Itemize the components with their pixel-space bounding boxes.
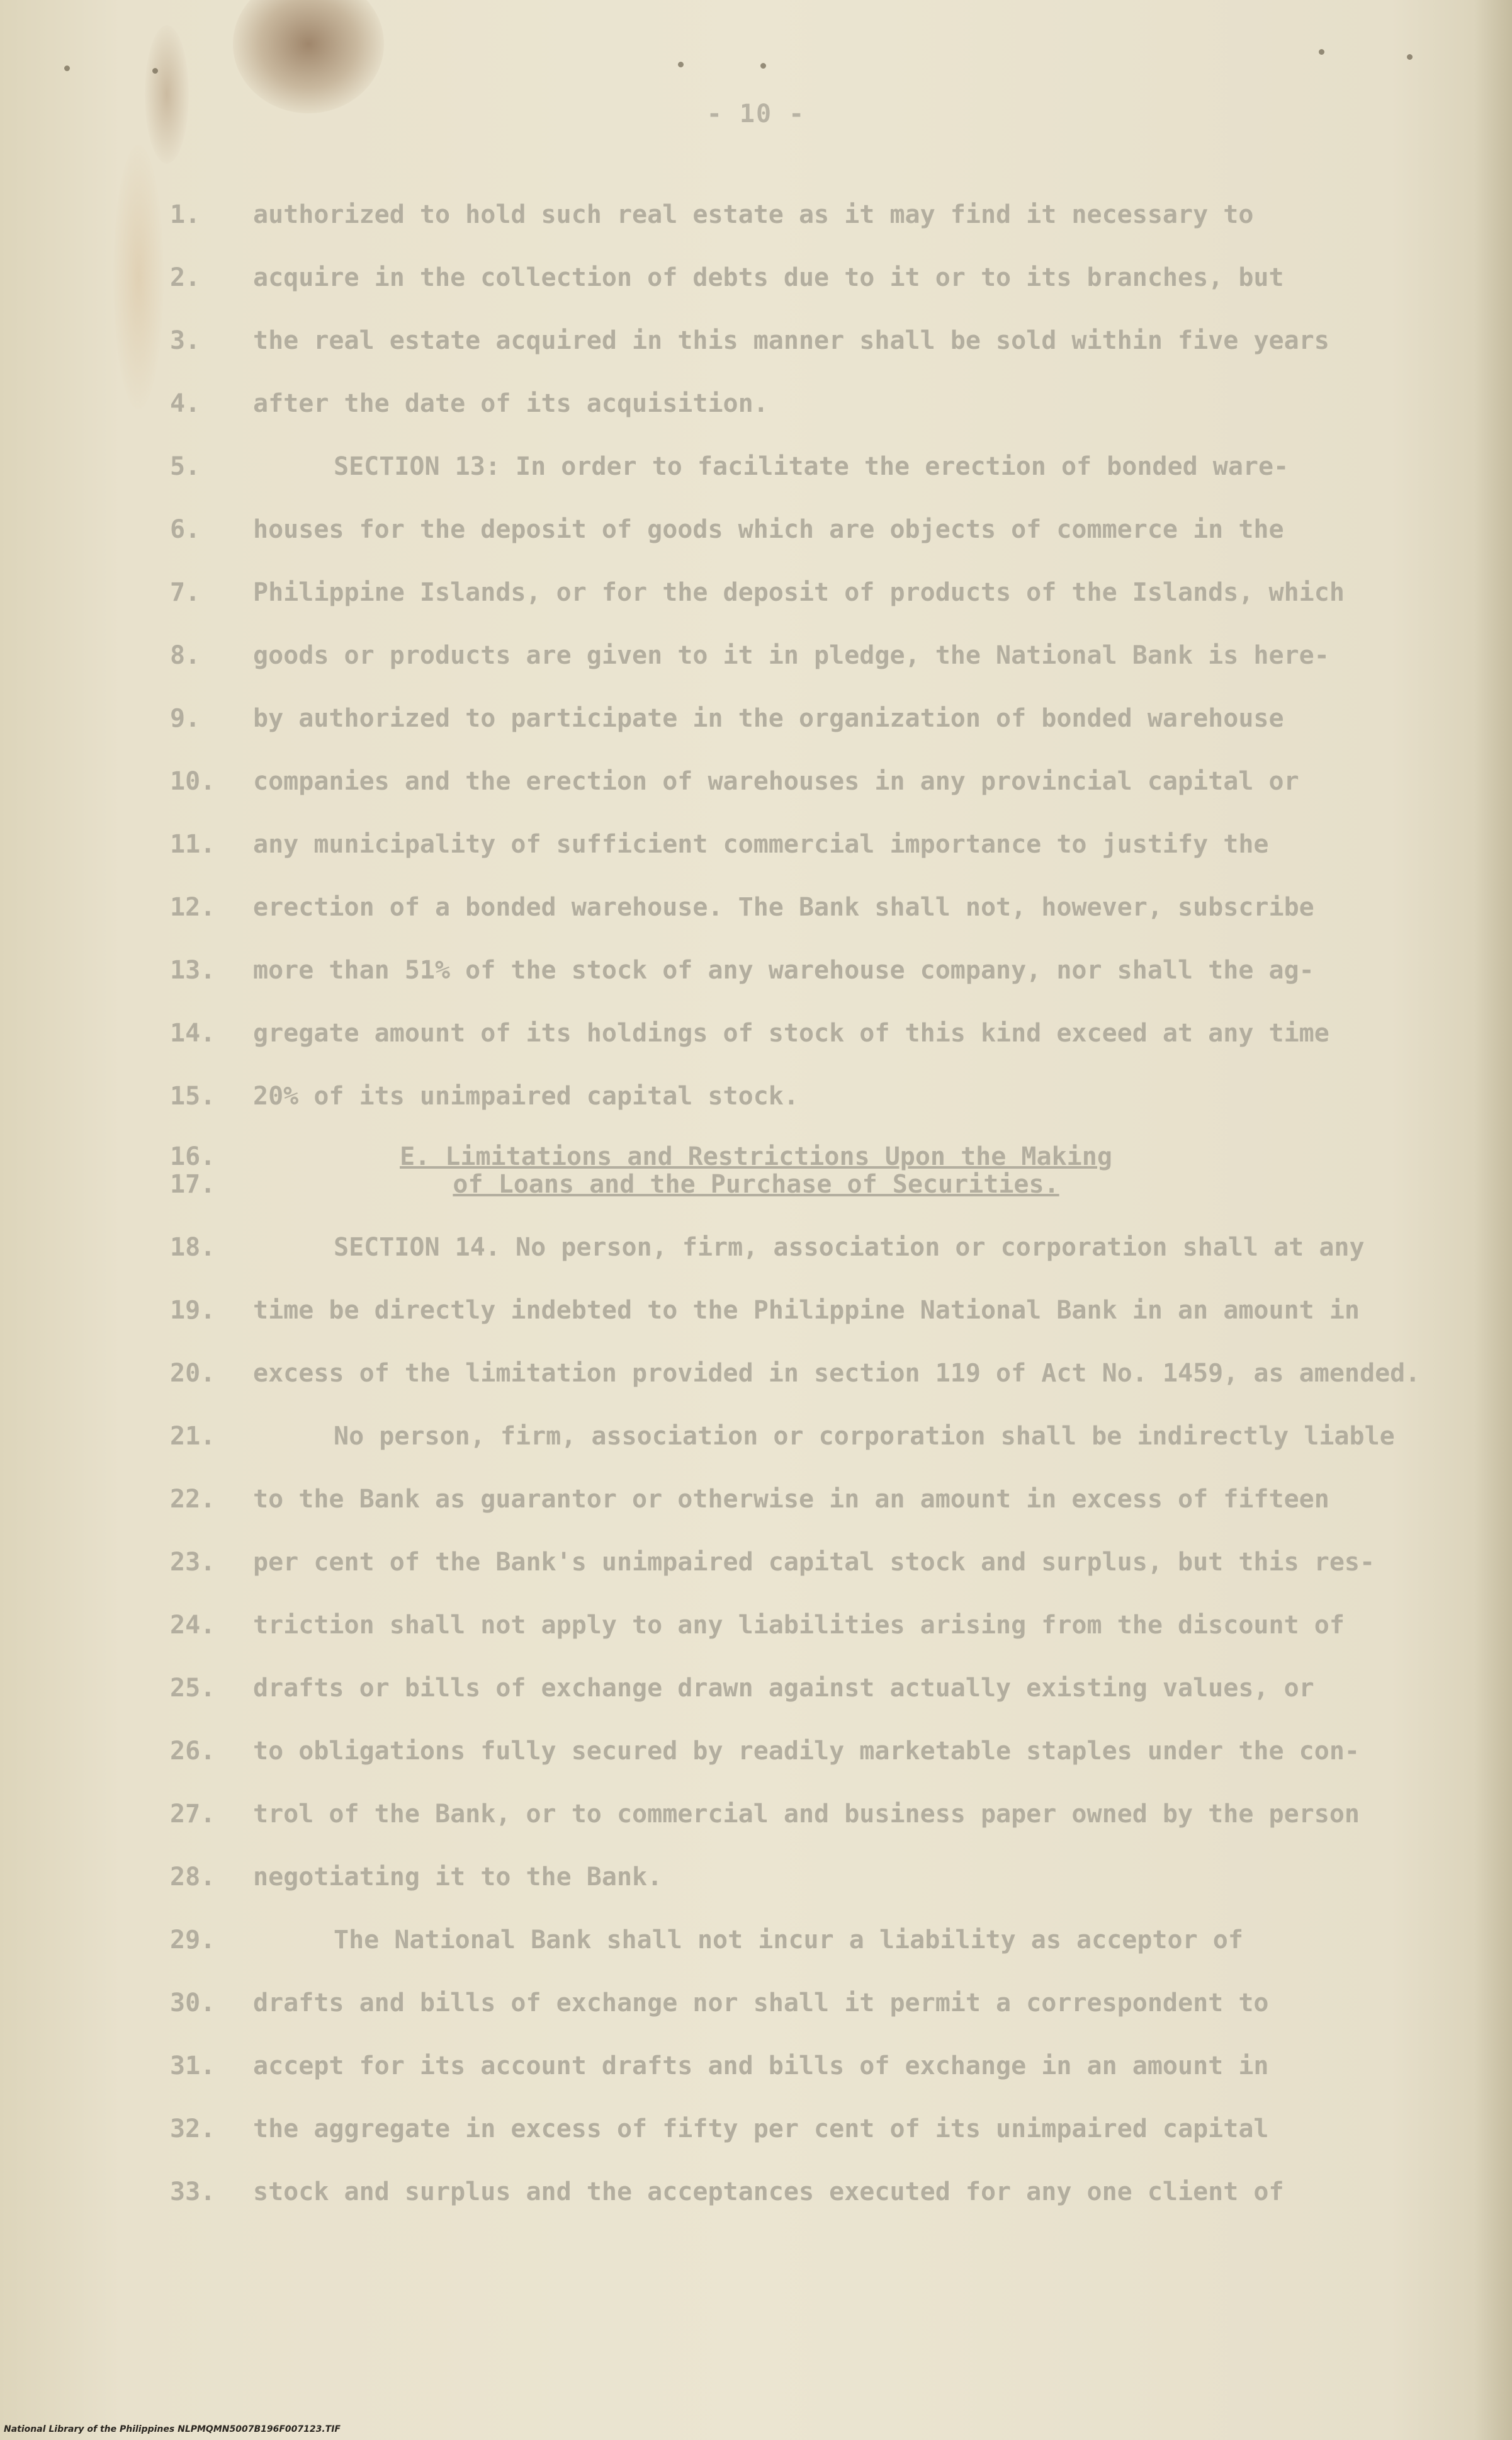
line-text: excess of the limitation provided in section 119 of Act No. 1459, as amended.	[253, 1359, 1421, 1388]
line-text: 20% of its unimpaired capital stock.	[253, 1082, 799, 1111]
line-number: 6.	[170, 515, 201, 544]
speck	[760, 63, 766, 69]
line-number: 30.	[170, 1989, 216, 2017]
line-number: 12.	[170, 893, 216, 922]
line-number: 33.	[170, 2177, 216, 2206]
line-number: 15.	[170, 1082, 216, 1111]
line-number: 28.	[170, 1863, 216, 1892]
line-number: 16.	[170, 1142, 216, 1171]
line-text: stock and surplus and the acceptances executed for any one client of	[253, 2177, 1284, 2206]
page-edge-shadow	[1474, 0, 1512, 2440]
line-text: trol of the Bank, or to commercial and business paper owned by the person	[253, 1800, 1360, 1829]
water-stain	[145, 25, 189, 164]
line-number: 24.	[170, 1611, 216, 1640]
archive-footer: National Library of the Philippines NLPMQMN5007B196F007123.TIF	[4, 2424, 341, 2434]
line-number: 8.	[170, 641, 201, 670]
line-text: Philippine Islands, or for the deposit of products of the Islands, which	[253, 578, 1345, 607]
line-text: No person, firm, association or corporation shall be indirectly liable	[334, 1422, 1395, 1451]
line-text: gregate amount of its holdings of stock of this kind exceed at any time	[253, 1019, 1329, 1048]
line-number: 2.	[170, 263, 201, 292]
line-number: 3.	[170, 326, 201, 355]
line-number: 23.	[170, 1548, 216, 1577]
line-number: 25.	[170, 1674, 216, 1703]
line-number: 18.	[170, 1233, 216, 1262]
line-number: 11.	[170, 830, 216, 859]
speck	[678, 62, 684, 67]
line-number: 29.	[170, 1926, 216, 1955]
speck	[64, 65, 70, 71]
line-number: 26.	[170, 1737, 216, 1766]
line-number: 1.	[170, 200, 201, 229]
line-number: 5.	[170, 452, 201, 481]
speck	[152, 68, 158, 74]
line-number: 10.	[170, 767, 216, 796]
line-number: 32.	[170, 2114, 216, 2143]
line-number: 20.	[170, 1359, 216, 1388]
line-text: authorized to hold such real estate as it may find it necessary to	[253, 200, 1254, 229]
line-text: erection of a bonded warehouse. The Bank shall not, however, subscribe	[253, 893, 1314, 922]
line-text: by authorized to participate in the organization of bonded warehouse	[253, 704, 1284, 733]
water-stain	[113, 145, 164, 409]
line-text: accept for its account drafts and bills of exchange in an amount in	[253, 2051, 1269, 2080]
line-number: 13.	[170, 956, 216, 985]
line-number: 9.	[170, 704, 201, 733]
line-text: the real estate acquired in this manner shall be sold within five years	[253, 326, 1329, 355]
line-number: 31.	[170, 2051, 216, 2080]
line-text: per cent of the Bank's unimpaired capital stock and surplus, but this res-	[253, 1548, 1375, 1577]
line-text: more than 51% of the stock of any warehouse company, nor shall the ag-	[253, 956, 1314, 985]
line-text: drafts or bills of exchange drawn against actually existing values, or	[253, 1674, 1314, 1703]
line-number: 22.	[170, 1485, 216, 1514]
line-text: SECTION 13: In order to facilitate the erection of bonded ware-	[334, 452, 1289, 481]
line-text: to obligations fully secured by readily marketable staples under the con-	[253, 1737, 1360, 1766]
line-text: SECTION 14. No person, firm, association or corporation shall at any	[334, 1233, 1365, 1262]
line-number: 17.	[170, 1170, 216, 1199]
line-text: negotiating it to the Bank.	[253, 1863, 663, 1892]
line-number: 27.	[170, 1800, 216, 1829]
section-heading-line-1: E. Limitations and Restrictions Upon the Making	[400, 1142, 1112, 1171]
line-number: 14.	[170, 1019, 216, 1048]
line-text: triction shall not apply to any liabilities arising from the discount of	[253, 1611, 1345, 1640]
speck	[1319, 49, 1324, 55]
speck	[1407, 54, 1413, 60]
line-number: 19.	[170, 1296, 216, 1325]
line-text: companies and the erection of warehouses in any provincial capital or	[253, 767, 1299, 796]
section-heading-line-2: of Loans and the Purchase of Securities.	[453, 1170, 1059, 1199]
line-text: The National Bank shall not incur a liability as acceptor of	[334, 1926, 1243, 1955]
line-text: to the Bank as guarantor or otherwise in an amount in excess of fifteen	[253, 1485, 1329, 1514]
line-text: drafts and bills of exchange nor shall it permit a correspondent to	[253, 1989, 1269, 2017]
line-text: goods or products are given to it in pledge, the National Bank is here-	[253, 641, 1329, 670]
line-number: 4.	[170, 389, 201, 418]
line-number: 7.	[170, 578, 201, 607]
page-number: - 10 -	[706, 99, 806, 128]
line-text: after the date of its acquisition.	[253, 389, 769, 418]
line-text: houses for the deposit of goods which are objects of commerce in the	[253, 515, 1284, 544]
line-text: acquire in the collection of debts due to it or to its branches, but	[253, 263, 1284, 292]
line-text: any municipality of sufficient commercial importance to justify the	[253, 830, 1269, 859]
line-text: the aggregate in excess of fifty per cent of its unimpaired capital	[253, 2114, 1269, 2143]
water-stain	[233, 0, 384, 113]
line-text: time be directly indebted to the Philippine National Bank in an amount in	[253, 1296, 1360, 1325]
line-number: 21.	[170, 1422, 216, 1451]
